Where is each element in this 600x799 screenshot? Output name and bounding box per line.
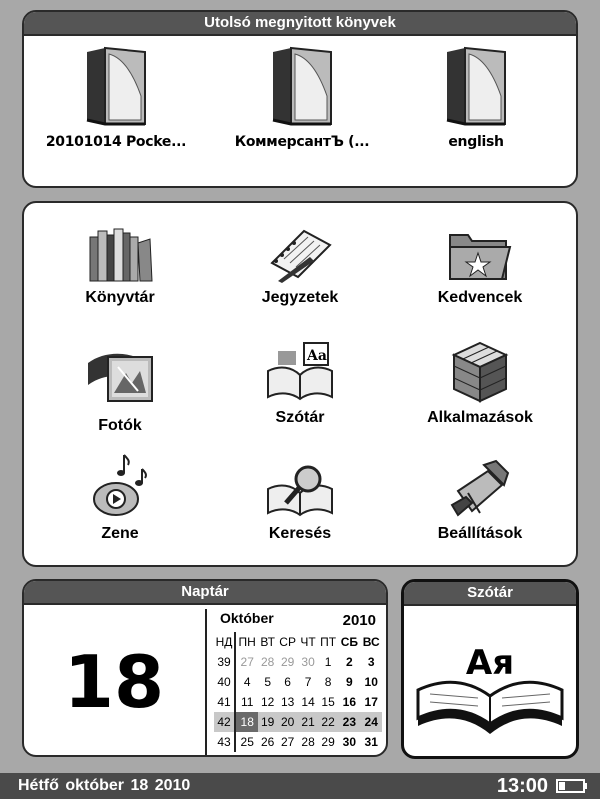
menu-item-settings[interactable] (400, 457, 560, 543)
recent-book-3[interactable] (396, 46, 556, 150)
recent-books-title: Utolsó megnyitott könyvek (24, 12, 576, 36)
battery-icon (556, 779, 588, 793)
calendar-weekday-header (214, 632, 382, 652)
weekday-label: ВС (362, 635, 380, 649)
menu-item-photos[interactable] (40, 343, 200, 435)
calendar-today: 18 (235, 712, 258, 732)
menu-item-applications[interactable] (400, 339, 560, 427)
calendar-day: 30 (301, 655, 315, 669)
recent-books-panel (22, 10, 578, 188)
menu-item-music[interactable] (40, 451, 200, 543)
menu-label: Jegyzetek (261, 289, 339, 306)
menu-label: Fotók (98, 417, 142, 434)
status-time: 13:00 (496, 775, 548, 797)
weekday-label: ЧТ (300, 635, 316, 649)
calendar-day: 23 (338, 712, 360, 732)
calendar-week-row (214, 652, 382, 672)
magnifier-book-icon (264, 459, 336, 521)
book-title: 20101014 Pocke... (45, 134, 187, 150)
calendar-day: 24 (360, 712, 382, 732)
weekday-label: СР (279, 635, 296, 649)
menu-label: Alkalmazások (427, 409, 533, 426)
dictionary-glyph: Ая (465, 643, 515, 683)
calendar-month: Október (220, 610, 274, 626)
calendar-day: 6 (284, 675, 291, 689)
menu-label: Keresés (268, 525, 332, 542)
calendar-day: 30 (342, 735, 357, 749)
calendar-day: 22 (318, 712, 338, 732)
weekday-label: НД (214, 632, 235, 652)
book-title: КоммерсантЪ (... (234, 134, 370, 150)
calendar-day: 27 (240, 655, 254, 669)
calendar-day: 29 (321, 735, 335, 749)
calendar-day: 15 (321, 695, 335, 709)
calendar-day: 19 (258, 712, 277, 732)
calendar-day: 14 (301, 695, 315, 709)
calendar-grid (214, 632, 382, 752)
cube-apps-icon (444, 339, 516, 405)
library-books-icon (84, 223, 156, 285)
favorites-folder-icon (444, 223, 516, 285)
weekday-label: ПН (238, 635, 256, 649)
calendar-day: 1 (324, 655, 332, 669)
book-icon (265, 46, 339, 128)
calendar-day: 8 (324, 675, 332, 689)
calendar-week-row (214, 672, 382, 692)
wrench-settings-icon (444, 457, 516, 521)
calendar-week-row (214, 692, 382, 712)
calendar-day: 29 (280, 655, 295, 669)
menu-label: Zene (101, 525, 139, 542)
calendar-day: 20 (277, 712, 298, 732)
music-player-icon (84, 451, 156, 521)
current-day-number: 18 (63, 640, 165, 724)
menu-item-notes[interactable] (220, 223, 380, 307)
menu-item-dictionary[interactable] (220, 339, 380, 427)
calendar-day: 16 (342, 695, 357, 709)
menu-label: Kedvencek (437, 289, 523, 306)
recent-book-2[interactable] (222, 46, 382, 150)
weekday-label: ПТ (320, 635, 337, 649)
calendar-day: 7 (304, 675, 312, 689)
weekday-label: ВТ (260, 635, 275, 649)
menu-label: Könyvtár (85, 289, 155, 306)
calendar-panel[interactable] (22, 579, 388, 757)
week-number: 39 (214, 652, 235, 672)
calendar-day: 27 (280, 735, 295, 749)
week-number: 40 (214, 672, 235, 692)
calendar-day: 11 (240, 695, 254, 709)
notes-pen-icon (264, 223, 336, 285)
book-icon (79, 46, 153, 128)
menu-label: Szótár (275, 409, 325, 426)
week-number: 42 (214, 712, 235, 732)
book-icon (439, 46, 513, 128)
menu-label: Beállítások (437, 525, 523, 542)
calendar-day: 2 (345, 655, 353, 669)
menu-item-search[interactable] (220, 459, 380, 543)
calendar-day: 17 (364, 695, 378, 709)
weekday-label: СБ (340, 635, 358, 649)
menu-item-favorites[interactable] (400, 223, 560, 307)
recent-book-1[interactable] (36, 46, 196, 150)
status-bar (0, 773, 600, 799)
calendar-day: 28 (301, 735, 315, 749)
svg-text:Aa: Aa (307, 348, 327, 364)
calendar-day: 5 (264, 675, 272, 689)
main-menu-panel (22, 201, 578, 567)
dictionary-icon (264, 339, 336, 405)
photos-film-icon (84, 343, 156, 413)
calendar-day: 28 (261, 655, 275, 669)
calendar-day: 25 (240, 735, 254, 749)
dictionary-widget-title: Szótár (404, 582, 576, 606)
calendar-year: 2010 (342, 612, 376, 629)
dictionary-book-icon (404, 606, 576, 756)
calendar-day: 3 (367, 655, 375, 669)
calendar-day: 31 (364, 735, 378, 749)
status-date: Hétfő október 18 2010 (18, 777, 191, 794)
calendar-day: 21 (298, 712, 318, 732)
calendar-current-week-row (214, 712, 382, 732)
calendar-week-row (214, 732, 382, 752)
calendar-title: Naptár (24, 581, 386, 605)
calendar-divider (205, 609, 207, 757)
calendar-day: 12 (261, 695, 275, 709)
calendar-day: 9 (345, 675, 353, 689)
calendar-day: 26 (261, 735, 275, 749)
dictionary-widget[interactable] (401, 579, 579, 759)
calendar-day: 4 (243, 675, 251, 689)
book-title: english (448, 134, 504, 150)
calendar-day: 10 (364, 675, 378, 689)
calendar-day: 13 (280, 695, 295, 709)
week-number: 41 (214, 692, 235, 712)
menu-item-library[interactable] (40, 223, 200, 307)
week-number: 43 (214, 732, 235, 752)
